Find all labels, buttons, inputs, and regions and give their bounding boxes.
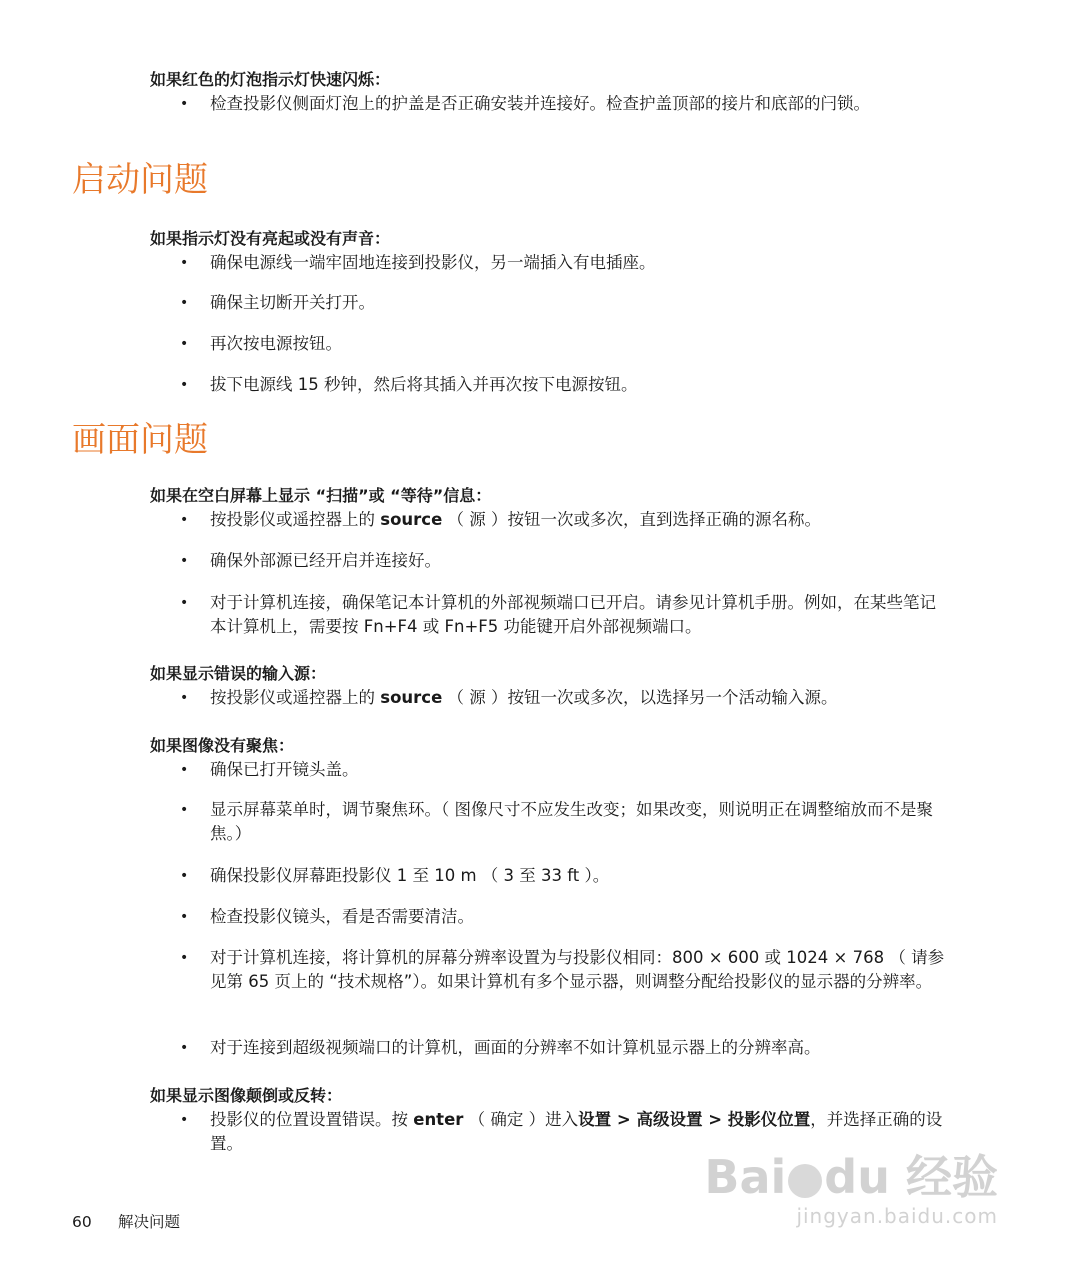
subheading-out-of-focus: 如果图像没有聚焦： [150, 736, 295, 755]
bullet-icon: • [180, 909, 189, 925]
bullet-icon: • [180, 512, 189, 528]
item-text: 拔下电源线 15 秒钟，然后将其插入并再次按下电源按钮。 [210, 375, 638, 394]
watermark-url: jingyan.baidu.com [796, 1204, 998, 1228]
bullet-icon: • [180, 762, 189, 778]
item-text: 确保电源线一端牢固地连接到投影仪，另一端插入有电插座。 [210, 253, 656, 272]
item-text: 检查投影仪侧面灯泡上的护盖是否正确安装并连接好。检查护盖顶部的接片和底部的闩锁。 [210, 94, 870, 113]
bullet-icon: • [180, 690, 189, 706]
item-text: 对于连接到超级视频端口的计算机，画面的分辨率不如计算机显示器上的分辨率高。 [210, 1038, 821, 1057]
paw-icon [788, 1164, 822, 1198]
bullet-icon: • [180, 595, 189, 611]
item-text: 检查投影仪镜头，看是否需要清洁。 [210, 907, 474, 926]
bullet-icon: • [180, 96, 189, 112]
item-text: 确保已打开镜头盖。 [210, 760, 359, 779]
item-text: 确保外部源已经开启并连接好。 [210, 551, 441, 570]
watermark-logo: Bai du 经验 [704, 1150, 998, 1204]
subheading-red-lamp: 如果红色的灯泡指示灯快速闪烁： [150, 70, 391, 89]
item-text: 对于计算机连接，将计算机的屏幕分辨率设置为与投影仪相同：800 × 600 或 1024 × 768 （ 请参见第 65 页上的 “技术规格”）。如果计算机有多个显示器，则调整分配给投影仪的显示器的分辨率。 [210, 948, 945, 991]
section-heading-picture: 画面问题 [72, 420, 208, 460]
item-text: 显示屏幕菜单时，调节聚焦环。（ 图像尺寸不应发生改变；如果改变，则说明正在调整缩放而不是聚焦。） [210, 800, 933, 843]
subheading-scanning: 如果在空白屏幕上显示 “扫描”或 “等待”信息： [150, 486, 492, 505]
footer-title: 解决问题 [118, 1213, 181, 1231]
bullet-icon: • [180, 950, 189, 966]
item-text: 按投影仪或遥控器上的 source （ 源 ）按钮一次或多次，以选择另一个活动输入源。 [210, 688, 838, 707]
item-text: 对于计算机连接，确保笔记本计算机的外部视频端口已开启。请参见计算机手册。例如，在某些笔记本计算机上，需要按 Fn+F4 或 Fn+F5 功能键开启外部视频端口。 [210, 593, 936, 636]
list-item [180, 798, 940, 846]
item-text: 确保主切断开关打开。 [210, 293, 375, 312]
bullet-icon: • [180, 802, 189, 818]
item-text: 再次按电源按钮。 [210, 334, 342, 353]
list-item [180, 591, 940, 639]
bullet-icon: • [180, 553, 189, 569]
subheading-inverted: 如果显示图像颠倒或反转： [150, 1086, 343, 1105]
list-item [180, 92, 940, 140]
item-text: 按投影仪或遥控器上的 source （ 源 ）按钮一次或多次，直到选择正确的源名称。 [210, 510, 822, 529]
item-text: 投影仪的位置设置错误。按 enter （ 确定 ）进入设置 > 高级设置 > 投影仪位置，并选择正确的设置。 [210, 1110, 943, 1153]
bullet-icon: • [180, 295, 189, 311]
bullet-icon: • [180, 255, 189, 271]
item-text: 确保投影仪屏幕距投影仪 1 至 10 m （ 3 至 33 ft ）。 [210, 866, 610, 885]
page-number: 60 [72, 1213, 92, 1231]
subheading-no-light: 如果指示灯没有亮起或没有声音： [150, 229, 391, 248]
baidu-watermark [704, 1150, 998, 1228]
bullet-icon: • [180, 868, 189, 884]
bullet-icon: • [180, 1112, 189, 1128]
bullet-icon: • [180, 377, 189, 393]
bullet-icon: • [180, 1040, 189, 1056]
list-item [180, 1108, 943, 1156]
section-heading-startup: 启动问题 [72, 160, 208, 200]
list-item [180, 946, 945, 1018]
subheading-wrong-input: 如果显示错误的输入源： [150, 664, 327, 683]
bullet-icon: • [180, 336, 189, 352]
